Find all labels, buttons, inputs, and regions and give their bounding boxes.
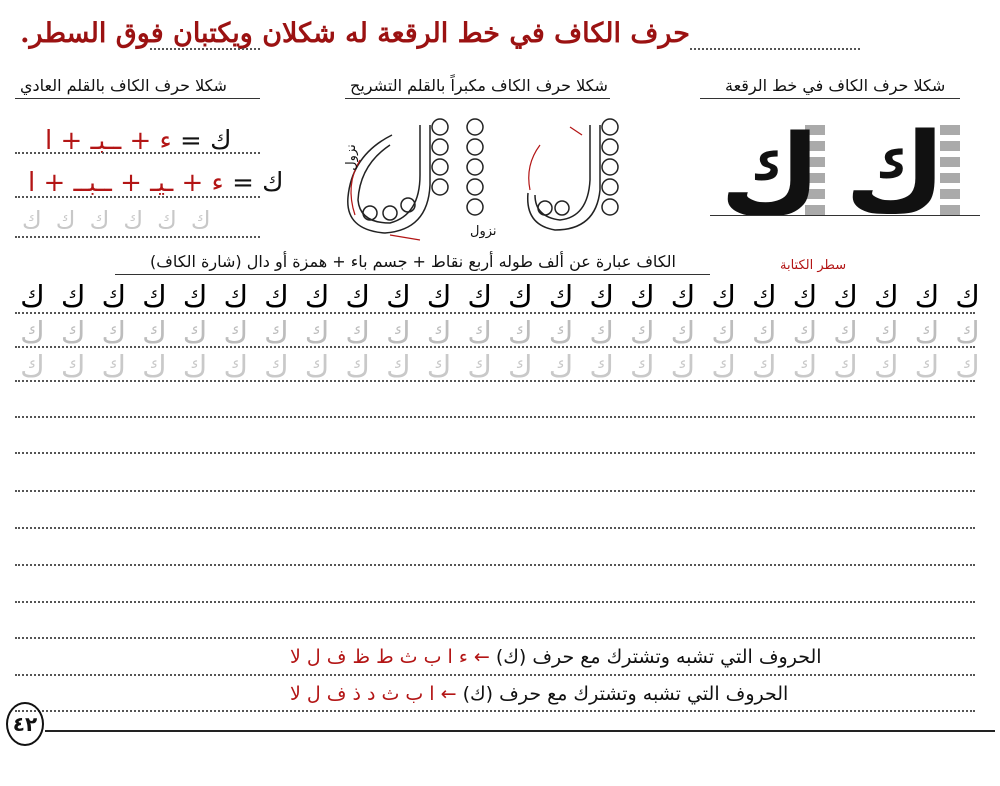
practice-letter: ك: [426, 316, 452, 351]
practice-letter: ك: [304, 350, 330, 385]
practice-letter: ك: [467, 316, 493, 351]
practice-letter: ك: [182, 350, 208, 385]
practice-letter: ك: [914, 316, 940, 351]
practice-letter: ك: [304, 280, 330, 315]
header-middle: شكلا حرف الكاف مكبراً بالقلم التشريح: [350, 76, 608, 95]
practice-letter: ك: [60, 280, 86, 315]
practice-letter: ك: [589, 316, 615, 351]
practice-letter: ك: [101, 280, 127, 315]
similar-letters-line-1: الحروف التي تشبه وتشترك مع حرف (ك) ← ء ا ب ث ط ظ ف ل لا: [290, 646, 822, 668]
formula-1: ك = ء + ــبـ + ا: [45, 126, 232, 156]
practice-letter: ك: [670, 280, 696, 315]
guide-letters-row: ك ك ك ك ك ك: [22, 206, 211, 234]
practice-letter: ك: [955, 350, 980, 385]
practice-letter: ك: [182, 280, 208, 315]
practice-letter: ك: [20, 316, 45, 351]
big-kaf-2: ك: [845, 109, 946, 237]
practice-letter: ك: [630, 316, 655, 351]
practice-letter: ك: [223, 350, 249, 385]
practice-letter: ك: [345, 350, 371, 385]
practice-letter: ك: [20, 350, 45, 385]
practice-letter: ك: [711, 316, 737, 351]
practice-letter: ك: [101, 350, 127, 385]
practice-letter: ك: [548, 350, 574, 385]
practice-letter: ك: [711, 280, 737, 315]
practice-letter: ك: [873, 280, 899, 315]
practice-letter: ك: [142, 316, 167, 351]
practice-letter: ك: [386, 350, 411, 385]
big-kaf-1: ك: [720, 111, 821, 239]
practice-letter: ك: [223, 280, 249, 315]
similar-letters-line-2: الحروف التي تشبه وتشترك مع حرف (ك) ← ا ب ث د ذ ف ل لا: [290, 683, 789, 705]
practice-letter: ك: [345, 280, 371, 315]
practice-letter: ك: [873, 350, 899, 385]
practice-letter: ك: [304, 316, 330, 351]
practice-letter: ك: [386, 316, 411, 351]
practice-letter: ك: [792, 350, 818, 385]
nozool-label-1: نزول: [470, 224, 497, 239]
practice-letter: ك: [508, 350, 533, 385]
practice-letter: ك: [630, 280, 655, 315]
nozool-label-2: نزول: [343, 144, 359, 171]
practice-letter: ك: [467, 280, 493, 315]
practice-letter: ك: [751, 350, 777, 385]
practice-letter: ك: [426, 350, 452, 385]
practice-letter: ك: [142, 280, 167, 315]
page-number: ٤٢: [6, 702, 44, 746]
practice-letter: ك: [508, 280, 533, 315]
practice-letter: ك: [630, 350, 655, 385]
practice-letter: ك: [670, 316, 696, 351]
practice-letter: ك: [833, 316, 859, 351]
practice-letter: ك: [955, 316, 980, 351]
practice-letter: ك: [914, 280, 940, 315]
practice-letter: ك: [914, 350, 940, 385]
practice-letter: ك: [508, 316, 533, 351]
practice-letter: ك: [182, 316, 208, 351]
practice-letter: ك: [792, 280, 818, 315]
practice-letter: ك: [548, 316, 574, 351]
writing-line-label: سطر الكتابة: [780, 258, 847, 273]
practice-row-black: [20, 280, 980, 315]
practice-letter: ك: [792, 316, 818, 351]
practice-letter: ك: [264, 280, 289, 315]
practice-letter: ك: [589, 350, 615, 385]
practice-letter: ك: [589, 280, 615, 315]
practice-letter: ك: [264, 350, 289, 385]
practice-letter: ك: [751, 316, 777, 351]
practice-letter: ك: [426, 280, 452, 315]
practice-letter: ك: [548, 280, 574, 315]
practice-letter: ك: [467, 350, 493, 385]
practice-letter: ك: [386, 280, 411, 315]
practice-letter: ك: [20, 280, 45, 315]
practice-letter: ك: [223, 316, 249, 351]
practice-letter: ك: [833, 280, 859, 315]
practice-letter: ك: [142, 350, 167, 385]
enlarged-kaf-diagram: [330, 105, 670, 250]
practice-letter: ك: [264, 316, 289, 351]
practice-letter: ك: [711, 350, 737, 385]
practice-letter: ك: [345, 316, 371, 351]
practice-letter: ك: [60, 350, 86, 385]
practice-letter: ك: [955, 280, 980, 315]
practice-letter: ك: [873, 316, 899, 351]
header-left: شكلا حرف الكاف بالقلم العادي: [20, 76, 227, 95]
header-right: شكلا حرف الكاف في خط الرقعة: [725, 76, 946, 95]
formula-2: ك = ء + ـيـ + ــبــ + ا: [28, 168, 284, 198]
practice-letter: ك: [60, 316, 86, 351]
page-title: حرف الكاف في خط الرقعة له شكلان ويكتبان فوق السطر.: [20, 18, 690, 49]
practice-letter: ك: [101, 316, 127, 351]
practice-letter: ك: [670, 350, 696, 385]
practice-letter: ك: [833, 350, 859, 385]
practice-letter: ك: [751, 280, 777, 315]
kaf-description: الكاف عبارة عن ألف طوله أربع نقاط + جسم باء + همزة أو دال (شارة الكاف): [150, 252, 676, 271]
